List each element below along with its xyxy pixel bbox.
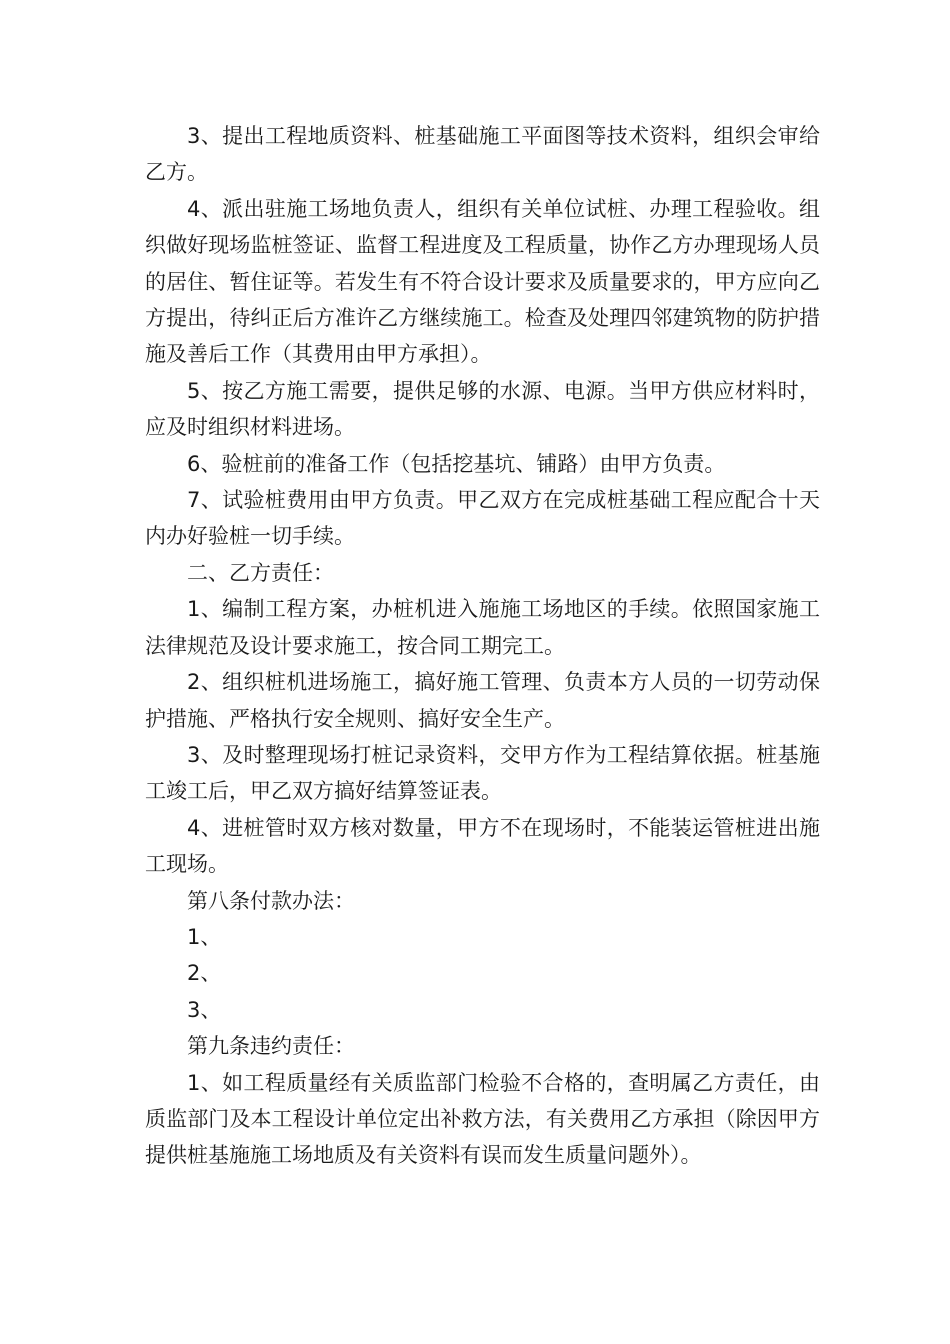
- payment-item-1: 1、: [187, 924, 222, 949]
- paragraph-party-a-4: 4、派出驻施工场地负责人，组织有关单位试桩、办理工程验收。组织做好现场监桩签证、监督工程进度及工程质量，协作乙方办理现场人员的居住、暂住证等。若发生有不符合设计要求及质量要求的，甲方应向乙方提出，待纠正后方准许乙方继续施工。检查及处理四邻建筑物的防护措施及善后工作（其费用由甲方承担）。: [145, 196, 820, 367]
- paragraph-party-b-4: 4、进桩管时双方核对数量，甲方不在现场时，不能装运管桩进出施工现场。: [145, 815, 820, 877]
- paragraph-party-b-3: 3、及时整理现场打桩记录资料，交甲方作为工程结算依据。桩基施工竣工后，甲乙双方搞好结算签证表。: [145, 742, 820, 804]
- paragraph-party-a-3: 3、提出工程地质资料、桩基础施工平面图等技术资料，组织会审给乙方。: [145, 124, 820, 185]
- section-heading-party-b: 二、乙方责任：: [187, 560, 334, 585]
- article-8-heading: 第八条付款办法：: [187, 888, 355, 913]
- paragraph-party-a-6: 6、验桩前的准备工作（包括挖基坑、铺路）由甲方负责。: [187, 451, 726, 476]
- paragraph-party-a-5: 5、按乙方施工需要，提供足够的水源、电源。当甲方供应材料时，应及时组织材料进场。: [145, 378, 820, 440]
- paragraph-party-b-1: 1、编制工程方案，办桩机进入施施工场地区的手续。依照国家施工法律规范及设计要求施工，按合同工期完工。: [145, 597, 820, 658]
- article-9-heading: 第九条违约责任：: [187, 1034, 355, 1059]
- liability-item-1: 1、如工程质量经有关质监部门检验不合格的，查明属乙方责任，由质监部门及本工程设计单位定出补救方法，有关费用乙方承担（除因甲方提供桩基施施工场地质及有关资料有误而发生质量问题外）。: [145, 1070, 820, 1168]
- paragraph-party-a-7: 7、试验桩费用由甲方负责。甲乙双方在完成桩基础工程应配合十天内办好验桩一切手续。: [145, 488, 820, 549]
- paragraph-party-b-2: 2、组织桩机进场施工，搞好施工管理、负责本方人员的一切劳动保护措施、严格执行安全规则、搞好安全生产。: [145, 670, 820, 731]
- document-body: [145, 118, 820, 1174]
- payment-item-2: 2、: [187, 961, 222, 986]
- payment-item-3: 3、: [187, 997, 222, 1022]
